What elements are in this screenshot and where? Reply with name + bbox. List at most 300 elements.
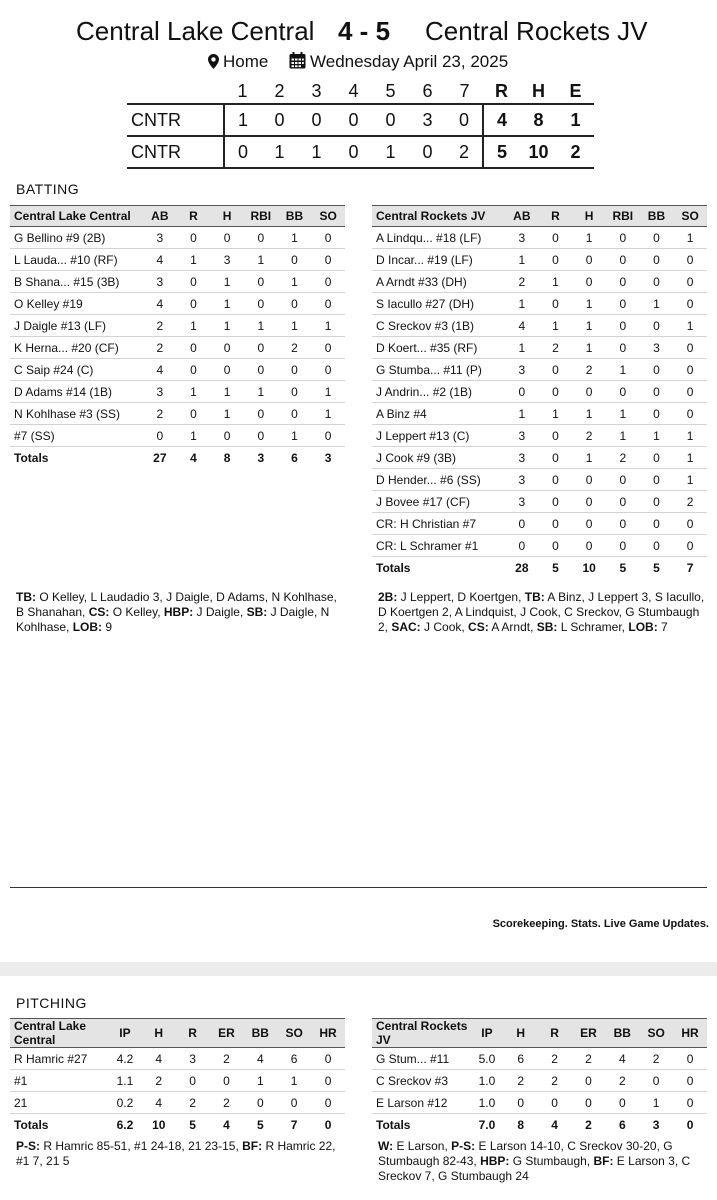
inning-header: 6 bbox=[422, 81, 433, 101]
total-cell: 8 bbox=[517, 1117, 525, 1132]
stat-cell: 1.0 bbox=[470, 1092, 504, 1114]
stat-cell: 0 bbox=[278, 359, 312, 381]
column-header: BB bbox=[278, 206, 312, 227]
stat-cell: 1 bbox=[572, 337, 606, 359]
column-header: SO bbox=[639, 1019, 673, 1048]
stat-cell: 0 bbox=[606, 249, 640, 271]
total-cell: 4 bbox=[223, 1117, 230, 1132]
note-label: HBP: bbox=[163, 605, 194, 619]
stat-cell: 1 bbox=[505, 249, 539, 271]
column-header: HR bbox=[311, 1019, 345, 1048]
totals-row bbox=[372, 1114, 707, 1136]
column-header: IP bbox=[108, 1019, 142, 1048]
stat-cell: 0 bbox=[673, 249, 707, 271]
total-cell: 7 bbox=[686, 560, 694, 575]
stat-cell: 0 bbox=[176, 1070, 210, 1092]
stat-cell: 0 bbox=[277, 1092, 311, 1114]
stat-cell: 2 bbox=[572, 359, 606, 381]
stat-cell: 0 bbox=[572, 271, 606, 293]
player-name: L Lauda... #10 (RF) bbox=[10, 249, 143, 271]
stat-cell: 0 bbox=[244, 337, 278, 359]
stat-cell: 0 bbox=[539, 425, 573, 447]
totals-label: Totals bbox=[376, 560, 411, 575]
stat-cell: 0 bbox=[606, 315, 640, 337]
stat-cell: 3 bbox=[505, 227, 539, 249]
note-text: J Leppert, D Koertgen, bbox=[397, 590, 525, 604]
column-header: BB bbox=[605, 1019, 639, 1048]
player-name: G Stum... #11 bbox=[372, 1048, 470, 1070]
stat-cell: 2 bbox=[176, 1092, 210, 1114]
stat-cell: 4 bbox=[142, 1048, 176, 1070]
home-batting-notes bbox=[16, 590, 346, 635]
stat-cell: 0 bbox=[177, 293, 211, 315]
total-h: 8 bbox=[520, 104, 557, 136]
column-header: RBI bbox=[244, 206, 278, 227]
stat-cell: 1 bbox=[210, 315, 244, 337]
stat-cell: 0 bbox=[673, 1092, 707, 1114]
note-label: P-S: bbox=[451, 1139, 476, 1153]
stat-cell: 2 bbox=[143, 337, 177, 359]
home-team-name: Central Lake Central bbox=[76, 16, 315, 46]
totals-row bbox=[10, 447, 345, 469]
note-text: A Arndt, bbox=[488, 620, 537, 634]
total-h: 10 bbox=[520, 136, 557, 168]
note-text: A Binz, J Leppert 3, S Iacullo, D Koertgen 2, A Lindquist, J Cook, C Sreckov, G Stumbaugh 2, bbox=[378, 590, 705, 634]
player-row bbox=[372, 337, 707, 359]
stat-cell: 1 bbox=[572, 227, 606, 249]
stat-cell: 2 bbox=[572, 425, 606, 447]
stat-cell: 3 bbox=[505, 447, 539, 469]
stat-cell: 1 bbox=[311, 315, 345, 337]
stat-cell: 0 bbox=[539, 249, 573, 271]
stat-cell: 0 bbox=[539, 359, 573, 381]
stat-cell: 0 bbox=[311, 425, 345, 447]
stat-cell: 0 bbox=[311, 271, 345, 293]
inning-score: 2 bbox=[446, 136, 483, 168]
stat-cell: 1 bbox=[210, 293, 244, 315]
stat-cell: 0 bbox=[177, 227, 211, 249]
stat-cell: 1 bbox=[673, 447, 707, 469]
player-row bbox=[10, 403, 345, 425]
note-text: O Kelley, bbox=[109, 605, 164, 619]
player-row bbox=[372, 403, 707, 425]
note-label: SB: bbox=[246, 605, 268, 619]
column-header: H bbox=[142, 1019, 176, 1048]
stat-cell: 0 bbox=[244, 359, 278, 381]
stat-cell: 0 bbox=[572, 491, 606, 513]
player-row bbox=[372, 535, 707, 557]
stat-cell: 0 bbox=[539, 491, 573, 513]
player-row bbox=[10, 425, 345, 447]
stat-cell: 0 bbox=[244, 227, 278, 249]
player-name: #1 bbox=[10, 1070, 108, 1092]
player-name: R Hamric #27 bbox=[10, 1048, 108, 1070]
inning-score: 3 bbox=[409, 104, 446, 136]
stat-cell: 4 bbox=[243, 1048, 277, 1070]
stat-cell: 3 bbox=[143, 227, 177, 249]
note-label: SB: bbox=[536, 620, 558, 634]
stat-cell: 3 bbox=[505, 425, 539, 447]
totals-label: Totals bbox=[14, 1117, 49, 1132]
stat-cell: 0 bbox=[640, 227, 674, 249]
inning-score: 0 bbox=[446, 104, 483, 136]
stat-cell: 4 bbox=[505, 315, 539, 337]
away-team-name: Central Rockets JV bbox=[425, 16, 648, 46]
player-name: J Daigle #13 (LF) bbox=[10, 315, 143, 337]
player-row bbox=[372, 491, 707, 513]
inning-score: 1 bbox=[261, 136, 298, 168]
stat-cell: 0 bbox=[606, 293, 640, 315]
stat-cell: 3 bbox=[143, 271, 177, 293]
stat-header-row bbox=[10, 1019, 345, 1048]
stat-cell: 0 bbox=[640, 359, 674, 381]
stat-cell: 2 bbox=[504, 1070, 538, 1092]
stat-cell: 1 bbox=[673, 425, 707, 447]
inning-score: 1 bbox=[372, 136, 409, 168]
player-row bbox=[372, 293, 707, 315]
total-cell: 2 bbox=[585, 1117, 592, 1132]
total-cell: 5 bbox=[256, 1117, 264, 1132]
stat-cell: 0 bbox=[673, 513, 707, 535]
runs-header: R bbox=[495, 81, 508, 101]
stat-cell: 0 bbox=[673, 337, 707, 359]
column-header: R bbox=[538, 1019, 572, 1048]
stat-cell: 0 bbox=[640, 381, 674, 403]
stat-cell: 1 bbox=[278, 271, 312, 293]
note-text: J Cook, bbox=[420, 620, 469, 634]
stat-cell: 1 bbox=[539, 271, 573, 293]
location bbox=[208, 52, 268, 72]
note-label: LOB: bbox=[628, 620, 658, 634]
stat-cell: 0 bbox=[640, 469, 674, 491]
stat-cell: 0 bbox=[177, 359, 211, 381]
note-text: J Daigle, bbox=[193, 605, 247, 619]
stat-cell: 2 bbox=[538, 1048, 572, 1070]
player-row bbox=[372, 513, 707, 535]
stat-cell: 6 bbox=[277, 1048, 311, 1070]
stat-cell: 2 bbox=[278, 337, 312, 359]
total-r: 5 bbox=[483, 136, 520, 168]
stat-cell: 0 bbox=[640, 535, 674, 557]
stat-cell: 0 bbox=[539, 227, 573, 249]
note-text: E Larson 3, C Sreckov 7, G Stumbaugh 24 bbox=[378, 1154, 691, 1183]
stat-cell: 0 bbox=[244, 293, 278, 315]
inning-header: 5 bbox=[385, 81, 396, 101]
stat-cell: 0 bbox=[539, 469, 573, 491]
inning-header: 1 bbox=[237, 81, 248, 101]
stat-cell: 0 bbox=[210, 227, 244, 249]
total-cell: 3 bbox=[257, 450, 265, 465]
column-header: ER bbox=[210, 1019, 244, 1048]
column-header: RBI bbox=[606, 206, 640, 227]
stat-cell: 1 bbox=[640, 425, 674, 447]
stat-cell: 0 bbox=[606, 491, 640, 513]
player-name: D Adams #14 (1B) bbox=[10, 381, 143, 403]
stat-cell: 0 bbox=[244, 403, 278, 425]
player-row bbox=[372, 447, 707, 469]
total-cell: 4 bbox=[551, 1117, 558, 1132]
stat-cell: 1 bbox=[673, 227, 707, 249]
errors-header: E bbox=[569, 81, 582, 101]
inning-header: 7 bbox=[459, 81, 470, 101]
total-cell: 0 bbox=[686, 1117, 694, 1132]
note-text: J Daigle, N Kohlhase, bbox=[16, 605, 330, 634]
player-row bbox=[372, 381, 707, 403]
line-score-team: CNTR bbox=[127, 136, 224, 168]
total-cell: 6 bbox=[618, 1117, 626, 1132]
player-row bbox=[372, 271, 707, 293]
stat-cell: 4 bbox=[143, 249, 177, 271]
stat-cell: 3 bbox=[210, 249, 244, 271]
stat-cell: 0 bbox=[572, 249, 606, 271]
total-e: 2 bbox=[557, 136, 594, 168]
stat-cell: 1 bbox=[673, 315, 707, 337]
date-text: Wednesday April 23, 2025 bbox=[310, 52, 509, 71]
stat-cell: 0 bbox=[606, 513, 640, 535]
stat-cell: 0 bbox=[673, 359, 707, 381]
note-label: 2B: bbox=[378, 590, 398, 604]
stat-cell: 1 bbox=[278, 315, 312, 337]
stat-cell: 0 bbox=[311, 1070, 345, 1092]
stat-cell: 1 bbox=[606, 403, 640, 425]
hits-header: H bbox=[532, 81, 545, 101]
line-score-row bbox=[127, 104, 594, 136]
stat-cell: 1 bbox=[606, 425, 640, 447]
away-batting-notes bbox=[378, 590, 708, 635]
note-label: LOB: bbox=[72, 620, 103, 634]
stat-cell: 0 bbox=[278, 293, 312, 315]
stat-cell: 0 bbox=[539, 447, 573, 469]
note-label: TB: bbox=[16, 590, 36, 604]
stat-cell: 0 bbox=[210, 359, 244, 381]
stat-cell: 1 bbox=[606, 359, 640, 381]
stat-cell: 0 bbox=[505, 381, 539, 403]
total-cell: 0 bbox=[324, 1117, 332, 1132]
stat-cell: 0 bbox=[539, 381, 573, 403]
player-name: C Sreckov #3 (1B) bbox=[372, 315, 505, 337]
player-name: K Herna... #20 (CF) bbox=[10, 337, 143, 359]
stat-cell: 0 bbox=[640, 271, 674, 293]
map-pin-icon bbox=[208, 54, 219, 69]
note-text: E Larson 14-10, C Sreckov 30-20, G Stumbaugh 82-43, bbox=[378, 1139, 673, 1168]
stat-cell: 1.0 bbox=[470, 1070, 504, 1092]
stat-cell: 0 bbox=[640, 403, 674, 425]
stat-cell: 4 bbox=[143, 359, 177, 381]
stat-cell: 2 bbox=[572, 1048, 606, 1070]
note-label: SAC: bbox=[391, 620, 421, 634]
note-label: CS: bbox=[468, 620, 489, 634]
away-pitching-notes bbox=[378, 1139, 708, 1184]
stat-cell: 1 bbox=[505, 293, 539, 315]
stat-cell: 0 bbox=[640, 315, 674, 337]
stat-cell: 1 bbox=[640, 293, 674, 315]
home-batting-table bbox=[10, 205, 345, 469]
totals-row bbox=[10, 1114, 345, 1136]
stat-cell: 1 bbox=[277, 1070, 311, 1092]
player-row bbox=[372, 425, 707, 447]
batting-section-label: BATTING bbox=[16, 181, 80, 197]
stat-cell: 3 bbox=[505, 491, 539, 513]
stat-cell: 0 bbox=[244, 425, 278, 447]
total-cell: 5 bbox=[653, 560, 660, 575]
note-label: W: bbox=[378, 1139, 394, 1153]
line-score-team: CNTR bbox=[127, 104, 224, 136]
stat-cell: 1.1 bbox=[108, 1070, 142, 1092]
stat-cell: 0 bbox=[572, 535, 606, 557]
note-label: HBP: bbox=[480, 1154, 510, 1168]
player-row bbox=[372, 1070, 707, 1092]
player-row bbox=[372, 1048, 707, 1070]
inning-score: 0 bbox=[298, 104, 335, 136]
totals-row bbox=[372, 557, 707, 579]
stat-header-row bbox=[372, 1019, 707, 1048]
stat-cell: 3 bbox=[505, 359, 539, 381]
stat-cell: 1 bbox=[673, 469, 707, 491]
stat-cell: 0 bbox=[572, 513, 606, 535]
player-row bbox=[372, 227, 707, 249]
column-header: SO bbox=[277, 1019, 311, 1048]
stat-cell: 0 bbox=[311, 1092, 345, 1114]
inning-score: 0 bbox=[335, 104, 372, 136]
stat-cell: 0 bbox=[539, 535, 573, 557]
stat-header-row bbox=[372, 206, 707, 227]
note-text: G Stumbaugh, bbox=[509, 1154, 594, 1168]
note-text: R Hamric 22, #1 7, 21 5 bbox=[16, 1139, 336, 1168]
player-name: J Cook #9 (3B) bbox=[372, 447, 505, 469]
stat-cell: 2 bbox=[673, 491, 707, 513]
stat-cell: 1 bbox=[210, 403, 244, 425]
player-row bbox=[10, 315, 345, 337]
note-text: R Hamric 85-51, #1 24-18, 21 23-15, bbox=[40, 1139, 243, 1153]
stat-cell: 0 bbox=[606, 469, 640, 491]
game-date bbox=[289, 52, 508, 72]
stat-cell: 4 bbox=[143, 293, 177, 315]
stat-cell: 1 bbox=[505, 337, 539, 359]
stat-cell: 1 bbox=[177, 249, 211, 271]
player-name: D Hender... #6 (SS) bbox=[372, 469, 505, 491]
away-batting-table bbox=[372, 205, 707, 579]
home-pitching-table bbox=[10, 1018, 345, 1136]
game-title bbox=[0, 14, 717, 50]
stat-cell: 1 bbox=[243, 1070, 277, 1092]
stat-cell: 3 bbox=[143, 381, 177, 403]
stat-cell: 2 bbox=[142, 1070, 176, 1092]
stat-cell: 0 bbox=[504, 1092, 538, 1114]
stat-cell: 2 bbox=[210, 1092, 244, 1114]
stat-cell: 0 bbox=[311, 359, 345, 381]
player-row bbox=[372, 1092, 707, 1114]
player-row bbox=[10, 337, 345, 359]
player-name: J Leppert #13 (C) bbox=[372, 425, 505, 447]
stat-cell: 0 bbox=[673, 271, 707, 293]
line-score-row bbox=[127, 136, 594, 168]
player-row bbox=[10, 381, 345, 403]
note-label: BF: bbox=[242, 1139, 263, 1153]
stat-cell: 0 bbox=[673, 293, 707, 315]
stat-cell: 1 bbox=[210, 381, 244, 403]
player-name: C Sreckov #3 bbox=[372, 1070, 470, 1092]
total-r: 4 bbox=[483, 104, 520, 136]
stat-cell: 0 bbox=[639, 1070, 673, 1092]
column-header: AB bbox=[143, 206, 177, 227]
player-name: CR: L Schramer #1 bbox=[372, 535, 505, 557]
stat-cell: 1 bbox=[539, 315, 573, 337]
team-header: Central Lake Central bbox=[10, 206, 143, 227]
inning-score: 1 bbox=[298, 136, 335, 168]
stat-cell: 4 bbox=[142, 1092, 176, 1114]
stat-cell: 2 bbox=[143, 315, 177, 337]
stat-cell: 0 bbox=[572, 1070, 606, 1092]
column-header: ER bbox=[572, 1019, 606, 1048]
stat-cell: 1 bbox=[572, 315, 606, 337]
total-cell: 6.2 bbox=[116, 1117, 134, 1132]
stat-cell: 0 bbox=[539, 513, 573, 535]
column-header: AB bbox=[505, 206, 539, 227]
footer-tagline: Scorekeeping. Stats. Live Game Updates. bbox=[492, 918, 709, 930]
player-name: D Incar... #19 (LF) bbox=[372, 249, 505, 271]
note-label: CS: bbox=[88, 605, 110, 619]
stat-header-row bbox=[10, 206, 345, 227]
total-cell: 27 bbox=[153, 450, 167, 465]
note-label: BF: bbox=[593, 1154, 614, 1168]
location-text: Home bbox=[223, 52, 269, 71]
total-cell: 7.0 bbox=[478, 1117, 496, 1132]
player-row bbox=[372, 249, 707, 271]
stat-cell: 4.2 bbox=[108, 1048, 142, 1070]
player-name: G Bellino #9 (2B) bbox=[10, 227, 143, 249]
inning-header: 3 bbox=[311, 81, 322, 101]
stat-cell: 1 bbox=[311, 381, 345, 403]
player-row bbox=[10, 271, 345, 293]
column-header: R bbox=[176, 1019, 210, 1048]
note-text: 7 bbox=[657, 620, 668, 634]
stat-cell: 0 bbox=[538, 1092, 572, 1114]
total-cell: 10 bbox=[152, 1117, 166, 1132]
total-cell: 3 bbox=[652, 1117, 660, 1132]
stat-cell: 1 bbox=[505, 403, 539, 425]
stat-cell: 0 bbox=[606, 535, 640, 557]
column-header: SO bbox=[311, 206, 345, 227]
stat-cell: 0 bbox=[177, 403, 211, 425]
player-row bbox=[372, 469, 707, 491]
note-label: P-S: bbox=[16, 1139, 40, 1153]
stat-cell: 0 bbox=[311, 227, 345, 249]
player-row bbox=[10, 227, 345, 249]
team-header: Central Lake Central bbox=[10, 1019, 108, 1048]
stat-cell: 1 bbox=[539, 403, 573, 425]
column-header: H bbox=[572, 206, 606, 227]
inning-header: 2 bbox=[274, 81, 285, 101]
stat-cell: 0 bbox=[572, 381, 606, 403]
stat-cell: 0 bbox=[606, 227, 640, 249]
player-name: A Arndt #33 (DH) bbox=[372, 271, 505, 293]
stat-cell: 0 bbox=[606, 337, 640, 359]
stat-cell: 4 bbox=[605, 1048, 639, 1070]
player-name: B Shana... #15 (3B) bbox=[10, 271, 143, 293]
column-header: H bbox=[210, 206, 244, 227]
calendar-icon bbox=[289, 52, 306, 69]
player-name: G Stumba... #11 (P) bbox=[372, 359, 505, 381]
total-cell: 6 bbox=[291, 450, 298, 465]
inning-score: 0 bbox=[261, 104, 298, 136]
player-name: D Koert... #35 (RF) bbox=[372, 337, 505, 359]
player-name: C Saip #24 (C) bbox=[10, 359, 143, 381]
stat-cell: 3 bbox=[176, 1048, 210, 1070]
stat-cell: 1 bbox=[244, 315, 278, 337]
stat-cell: 0 bbox=[311, 293, 345, 315]
stat-cell: 0 bbox=[673, 403, 707, 425]
stat-cell: 0 bbox=[243, 1092, 277, 1114]
